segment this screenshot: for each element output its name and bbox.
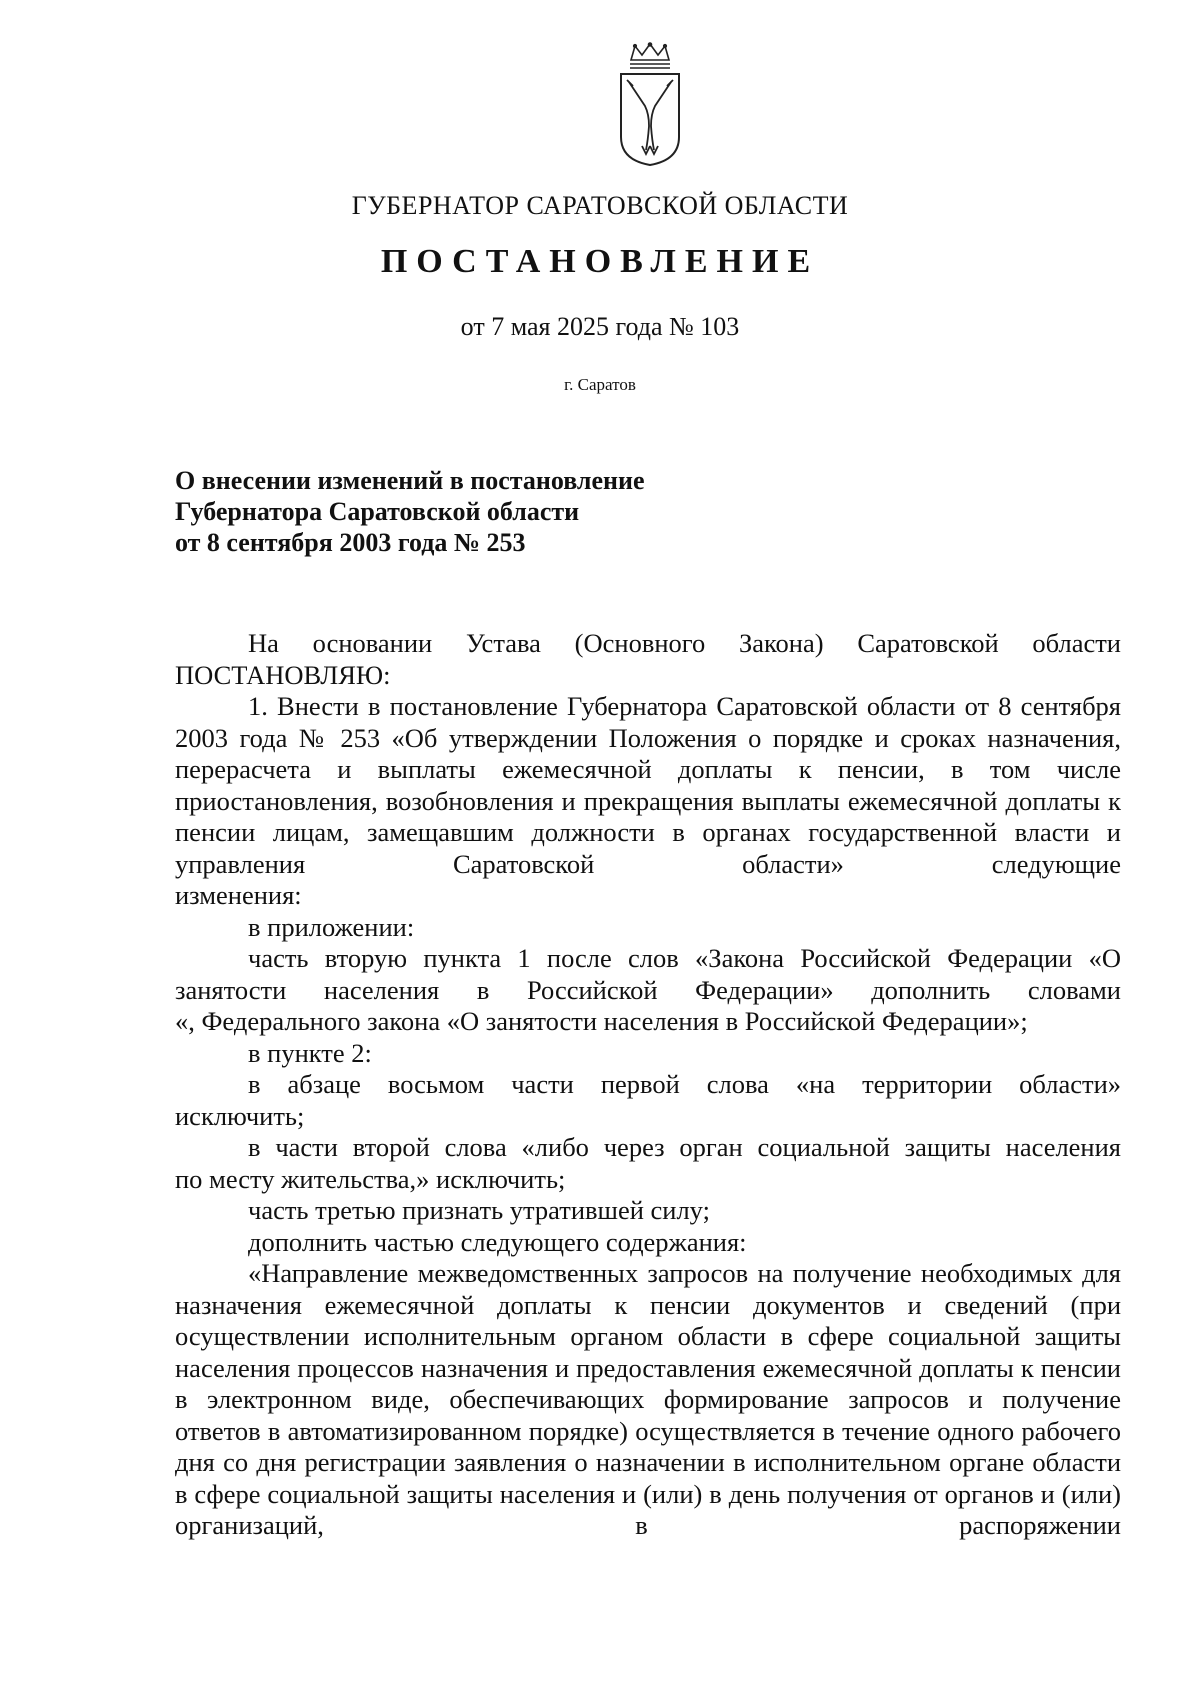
- paragraph-part-two-end: «, Федерального закона «О занятости населения в Российской Федерации»;: [175, 1006, 1028, 1036]
- paragraph-item-1: 1. Внести в постановление Губернатора Саратовской области от 8 сентября 2003 года № 253 «Об утверждении Положения о порядке и сроках назначения, перерасчета и выплаты ежемесячной доплаты к пенсии, в том числе приостановления, возобновления и прекращения выплаты ежемесячной доплаты к пенсии лицам, замещавшим должности в органах государственной власти и управления Саратовской области» следующие: [175, 691, 1121, 879]
- saratov-coat-of-arms-emblem: [615, 42, 685, 167]
- title-line-1: О внесении изменений в постановление: [175, 466, 645, 495]
- issuing-authority: ГУБЕРНАТОР САРАТОВСКОЙ ОБЛАСТИ: [351, 191, 849, 220]
- paragraph-part-second: в части второй слова «либо через орган социальной защиты населения: [248, 1132, 1121, 1162]
- paragraph-abzac-8: в абзаце восьмом части первой слова «на территории области»: [248, 1069, 1121, 1099]
- paragraph-item-1-end: изменения:: [175, 880, 302, 910]
- paragraph-decree-word: ПОСТАНОВЛЯЮ:: [175, 659, 391, 690]
- paragraph-abzac-8-end: исключить;: [175, 1100, 305, 1131]
- paragraph-basis: На основании Устава (Основного Закона) Саратовской области: [248, 628, 1121, 658]
- document-title: [175, 465, 875, 558]
- paragraph-supplement: дополнить частью следующего содержания:: [248, 1226, 747, 1257]
- title-line-3: от 8 сентября 2003 года № 253: [175, 528, 526, 557]
- document-city: г. Саратов: [564, 375, 636, 394]
- document-body: [175, 628, 1121, 1542]
- paragraph-interagency-requests: «Направление межведомственных запросов на получение необходимых для назначения ежемесячной доплаты к пенсии документов и сведений (при осуществлении исполнительным органом области в сфере социальной защиты населения процессов назначения и предоставления ежемесячной доплаты к пенсии в электронном виде, обеспечивающих формирование запросов и получение ответов в автоматизированном порядке) осуществляется в течение одного рабочего дня со дня регистрации заявления о назначении в исполнительном органе области в сфере социальной защиты населения и (или) в день получения от органов и (или) организаций, в распоряжении: [175, 1258, 1121, 1540]
- paragraph-part-third: часть третью признать утратившей силу;: [248, 1195, 710, 1225]
- coat-of-arms-icon: [615, 42, 685, 167]
- document-type-heading: ПОСТАНОВЛЕНИЕ: [380, 243, 820, 280]
- paragraph-part-two: часть вторую пункта 1 после слов «Закона Российской Федерации «О занятости населения в Российской Федерации» дополнить словами: [175, 943, 1121, 1005]
- document-date-number: от 7 мая 2025 года № 103: [460, 312, 740, 341]
- paragraph-appendix: в приложении:: [248, 911, 415, 942]
- paragraph-point-2: в пункте 2:: [248, 1037, 372, 1068]
- paragraph-part-second-end: по месту жительства,» исключить;: [175, 1163, 566, 1194]
- title-line-2: Губернатора Саратовской области: [175, 497, 580, 526]
